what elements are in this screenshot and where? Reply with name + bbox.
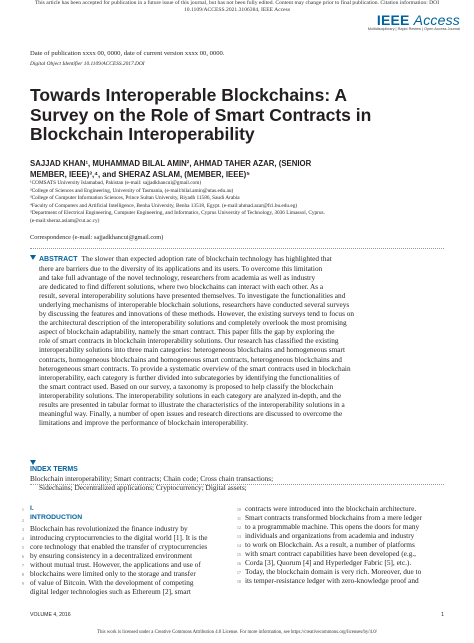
body-column-left	[30, 504, 230, 596]
line-numbers-right	[231, 505, 241, 586]
section-number: I.	[30, 505, 34, 512]
notice-line-1: This article has been accepted for publication in a future issue of this journal, but has not been fully edited. Content may change prior to final publication. Citation information: DOI	[34, 0, 440, 6]
affiliation-line: ¹COMSATS University Islamabad, Pakistan (e-mail: sajjadkhancui@gmail.com)	[30, 180, 202, 186]
body-line: its temper-resistance ledger with zero-knowledge proof and	[245, 576, 419, 586]
body-line: without mutual trust. However, the applications and use of	[30, 560, 201, 570]
line-number: 13	[236, 534, 241, 539]
page-number: 1	[441, 612, 444, 618]
line-numbers-left	[14, 505, 24, 588]
line-number: 12	[236, 525, 241, 530]
abstract-line: the smart contract used. Based on our survey, a taxonomy is proposed to help classify the blockchain	[39, 381, 334, 391]
index-terms-heading: INDEX TERMS	[30, 466, 78, 473]
line-number: 15	[236, 552, 241, 557]
body-line: to a programmable machine. This opens the doors for many	[245, 522, 420, 532]
line-number: 2	[21, 518, 24, 523]
logo-wordmark	[368, 12, 460, 28]
line-number: 6	[21, 554, 24, 559]
abstract-line: underlying mechanisms of interoperable blockchain solutions, researchers have conducted several surveys	[39, 300, 350, 310]
title-line: Towards Interoperable Blockchains: A	[30, 85, 348, 105]
body-line: with smart contract capabilities have been developed (e.g.,	[245, 549, 417, 559]
line-number: 14	[236, 543, 241, 548]
affiliation-line: ⁴Faculty of Computers and Artificial Intelligence, Benha University, Benha 13518, Egypt. (e-mail:ahmad.azar@fci.bu.edu.eg)	[30, 202, 298, 209]
triangle-bullet-icon	[30, 255, 36, 260]
body-line: Smart contracts transformed blockchains from a mere ledger	[245, 513, 422, 523]
logo-tagline: Multidisciplinary | Rapid Review | Open Access Journal	[367, 27, 460, 31]
line-number: 8	[21, 572, 24, 577]
abstract	[30, 254, 444, 427]
body-line: by ensuring consistency in a decentralized environment	[30, 551, 193, 561]
line-number: 17	[236, 570, 241, 575]
abstract-line: limitations and improve the performance of blockchain interoperability.	[39, 417, 249, 427]
line-number: 7	[21, 563, 24, 568]
body-line: blockchains were limited only to the storage and transfer	[30, 569, 196, 579]
body-line: core technology that enabled the transfer of cryptocurrencies	[30, 542, 208, 552]
line-number: 18	[236, 579, 241, 584]
logo-brand: IEEE	[376, 12, 410, 28]
body-line: to work on Blockchain. As a result, a number of platforms	[245, 540, 415, 550]
divider	[30, 484, 444, 485]
abstract-line: role of smart contracts in blockchain interoperability solutions. Our research has classified the existing	[39, 336, 339, 346]
abstract-line: interoperability solutions. The interoperability solutions in each category are analyzed in-depth, and the	[39, 390, 342, 400]
body-line: digital ledger technologies such as Ethereum [2], smart	[30, 587, 191, 597]
line-number: 1	[21, 507, 24, 512]
index-terms-first-line	[30, 460, 444, 483]
line-number: 16	[236, 561, 241, 566]
body-line: introducing cryptocurrencies to the digital world [1]. It is the	[30, 533, 208, 543]
publication-dates: Date of publication xxxx 00, 0000, date of current version xxxx 00, 0000.	[30, 50, 225, 57]
line-number: 5	[21, 545, 24, 550]
affiliation-line: ²College of Sciences and Engineering, University of Tasmania, (e-mail:bilal.amin@utas.edu.au)	[30, 187, 234, 194]
license-notice: This work is licensed under a Creative Commons Attribution 4.0 License. For more information, see https://creativecommons.org/licenses/by/4.0/	[97, 630, 377, 635]
index-terms-text: Blockchain interoperability; Smart contracts; Chain code; Cross chain transactions;	[30, 474, 274, 484]
abstract-heading: ABSTRACT	[39, 256, 78, 263]
title-line: Blockchain Interoperability	[30, 124, 255, 144]
author-line: MEMBER, IEEE)³,⁴, and SHERAZ ASLAM, (MEMBER, IEEE)⁵	[30, 169, 250, 179]
abstract-line: results are presented in tabular format to illustrate the characteristics of the interoperability solutions in a	[39, 399, 345, 409]
body-line: Corda [3], Quorum [4] and Hyperledger Fabric [5], etc.).	[245, 558, 412, 568]
abstract-line: the architectural description of the interoperability solutions and completely overlook the most promising	[39, 318, 347, 328]
abstract-line: interoperability, each category is further divided into subcategories by identifying the functionalities of	[39, 372, 340, 382]
volume-label: VOLUME 4, 2016	[30, 612, 71, 618]
abstract-line: meaningful way. Finally, a number of open issues and research directions are discussed to overcome the	[39, 408, 343, 418]
section-heading	[30, 504, 230, 522]
line-number: 10	[236, 507, 241, 512]
index-terms-text: Sidechains; Decentralized applications; Cryptocurrency; Digital assets;	[39, 483, 247, 493]
title-line: Survey on the Role of Smart Contracts in	[30, 104, 372, 125]
line-number: 3	[21, 527, 24, 532]
abstract-line: by discussing the features and innovations of these methods. However, the existing surveys tend to focus on	[39, 309, 355, 319]
logo-brand-italic: Access	[413, 12, 460, 28]
line-number: 11	[236, 516, 241, 521]
body-line: of value of Bitcoin. With the development of competing	[30, 578, 194, 588]
paper-title	[30, 86, 450, 145]
abstract-text: The slower than expected adoption rate of blockchain technology has highlighted that	[81, 254, 332, 263]
abstract-line: interoperability solutions into three main categories: heterogeneous blockchains and homogeneous smart	[39, 345, 345, 355]
affiliations	[30, 180, 460, 226]
affiliation-line: ³College of Computer Information Sciences, Prince Sultan University, Riyadh 11586, Saudi Arabia	[30, 195, 240, 202]
notice-line-2: 10.1109/ACCESS.2021.3106384, IEEE Access	[183, 7, 291, 13]
body-column-right	[245, 504, 445, 585]
abstract-line: there are barriers due to the diversity of its applications and its users. To overcome this limitation	[39, 264, 323, 274]
correspondence: Correspondence (e-mail: sajjadkhancui@gmail.com)	[30, 234, 164, 241]
line-number: 4	[21, 536, 24, 541]
abstract-line: heterogeneous smart contracts. To provide a systematic overview of the smart contracts used in blockchain	[39, 363, 351, 373]
abstract-line: are dedicated to find different solutions, where two blockchains can interact with each other. As a	[39, 282, 324, 292]
abstract-first-line	[30, 254, 444, 264]
section-title: INTRODUCTION	[30, 514, 83, 522]
body-line: Blockchain has revolutionized the finance industry by	[30, 524, 188, 534]
author-list	[30, 159, 450, 180]
body-line: individuals and organizations from academia and industry	[245, 531, 415, 541]
abstract-line: result, several interoperability solutions have presented themselves. To investigate the functionalities and	[39, 291, 346, 301]
index-terms	[30, 460, 444, 492]
abstract-line: and take full advantage of the novel technology, researchers from academia as well as industry	[39, 273, 316, 283]
affiliation-line: ⁵Department of Electrical Engineering, Computer Engineering, and Informatics, Cyprus University of Technology, 3036 Limassol, Cyprus.	[30, 210, 325, 217]
divider	[30, 248, 444, 249]
body-line: Today, the blockchain domain is very rich. Moreover, due to	[245, 567, 422, 577]
ieee-access-logo	[368, 12, 460, 31]
abstract-line: contracts, homogeneous blockchains and homogeneous smart contracts, heterogeneous blockchains and	[39, 354, 342, 364]
body-line: contracts were introduced into the blockchain architecture.	[245, 504, 417, 513]
line-number: 9	[21, 581, 24, 586]
affiliation-line: (e-mail:sheraz.aslam@cut.ac.cy)	[30, 217, 100, 224]
abstract-line: aspect of blockchain adaptability, namely the smart contract. This paper fills the gap by exploring the	[39, 327, 335, 337]
doi-line: Digital Object Identifier 10.1109/ACCESS.2017.DOI	[30, 61, 145, 67]
author-line: SAJJAD KHAN¹, MUHAMMAD BILAL AMIN², AHMAD TAHER AZAR, (SENIOR	[30, 159, 312, 168]
